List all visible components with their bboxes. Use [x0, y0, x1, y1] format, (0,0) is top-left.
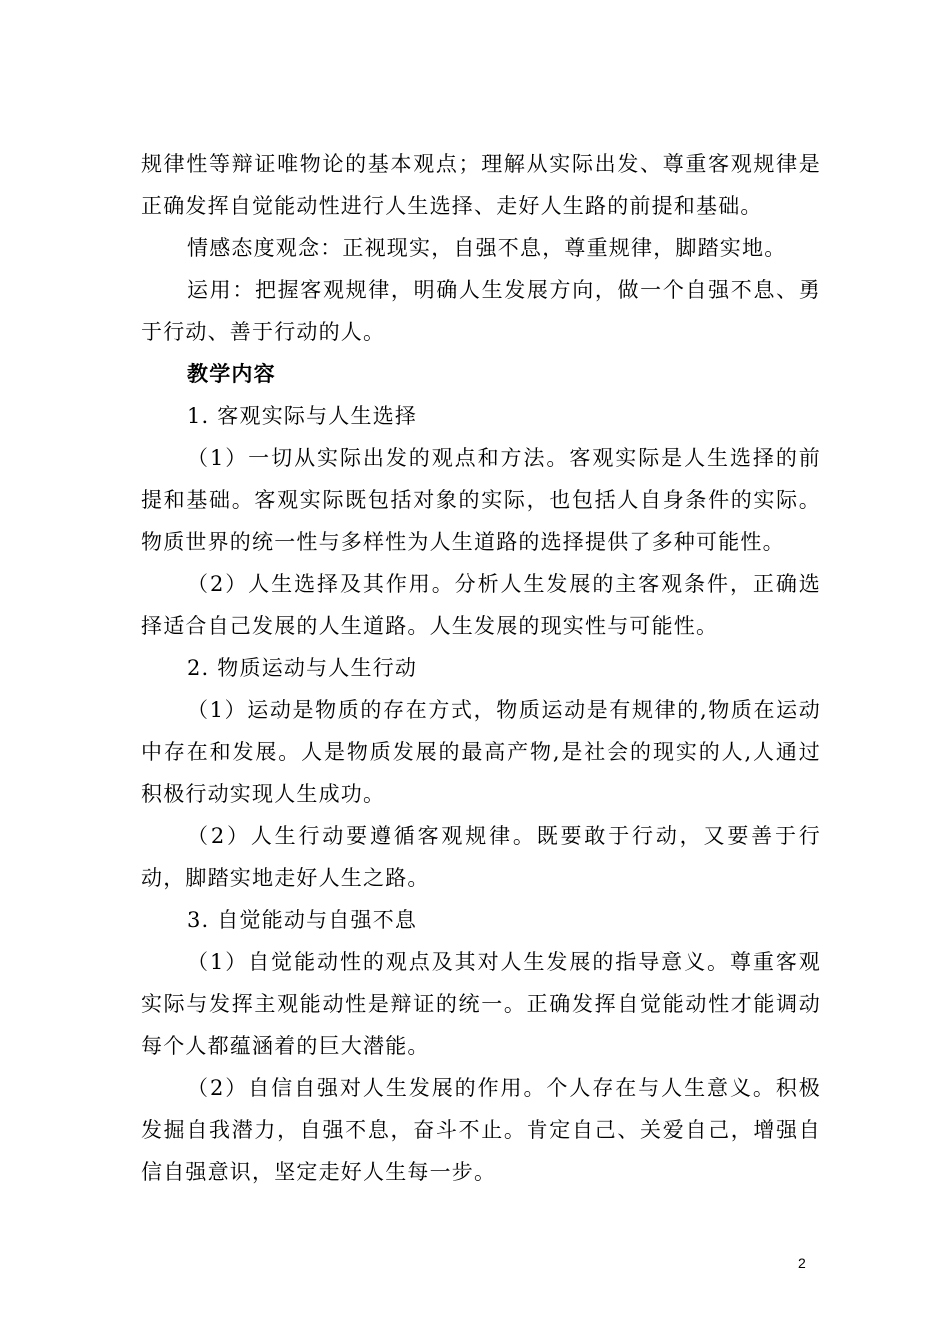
page-number: 2: [798, 1255, 806, 1271]
paragraph-3-1: （1）自觉能动性的观点及其对人生发展的指导意义。尊重客观实际与发挥主观能动性是辩证的统一。正确发挥自觉能动性才能调动每个人都蕴涵着的巨大潜能。: [141, 950, 821, 1058]
section-heading-teaching-content: 教学内容: [187, 362, 276, 386]
paragraph-1-2: （2）人生选择及其作用。分析人生发展的主客观条件，正确选择适合自己发展的人生道路。人生发展的现实性与可能性。: [141, 572, 821, 638]
document-body: [141, 143, 821, 1193]
paragraph-3-2: （2）自信自强对人生发展的作用。个人存在与人生意义。积极发掘自我潜力，自强不息，奋斗不止。肯定自己、关爱自己，增强自信自强意识，坚定走好人生每一步。: [141, 1076, 821, 1184]
subheading-1: 1. 客观实际与人生选择: [187, 404, 418, 428]
paragraph-application: 运用：把握客观规律，明确人生发展方向，做一个自强不息、勇于行动、善于行动的人。: [141, 278, 821, 344]
paragraph-1-1: （1）一切从实际出发的观点和方法。客观实际是人生选择的前提和基础。客观实际既包括对象的实际，也包括人自身条件的实际。物质世界的统一性与多样性为人生道路的选择提供了多种可能性。: [141, 446, 821, 554]
paragraph-objectives-continued: 规律性等辩证唯物论的基本观点；理解从实际出发、尊重客观规律是正确发挥自觉能动性进行人生选择、走好人生路的前提和基础。: [141, 152, 821, 218]
paragraph-2-1: （1）运动是物质的存在方式，物质运动是有规律的,物质在运动中存在和发展。人是物质发展的最高产物,是社会的现实的人,人通过积极行动实现人生成功。: [141, 698, 821, 806]
subheading-3: 3. 自觉能动与自强不息: [187, 908, 418, 932]
subheading-2: 2. 物质运动与人生行动: [187, 656, 418, 680]
paragraph-emotion-attitude: 情感态度观念：正视现实，自强不息，尊重规律，脚踏实地。: [187, 236, 787, 260]
paragraph-2-2: （2）人生行动要遵循客观规律。既要敢于行动，又要善于行动，脚踏实地走好人生之路。: [141, 824, 821, 890]
